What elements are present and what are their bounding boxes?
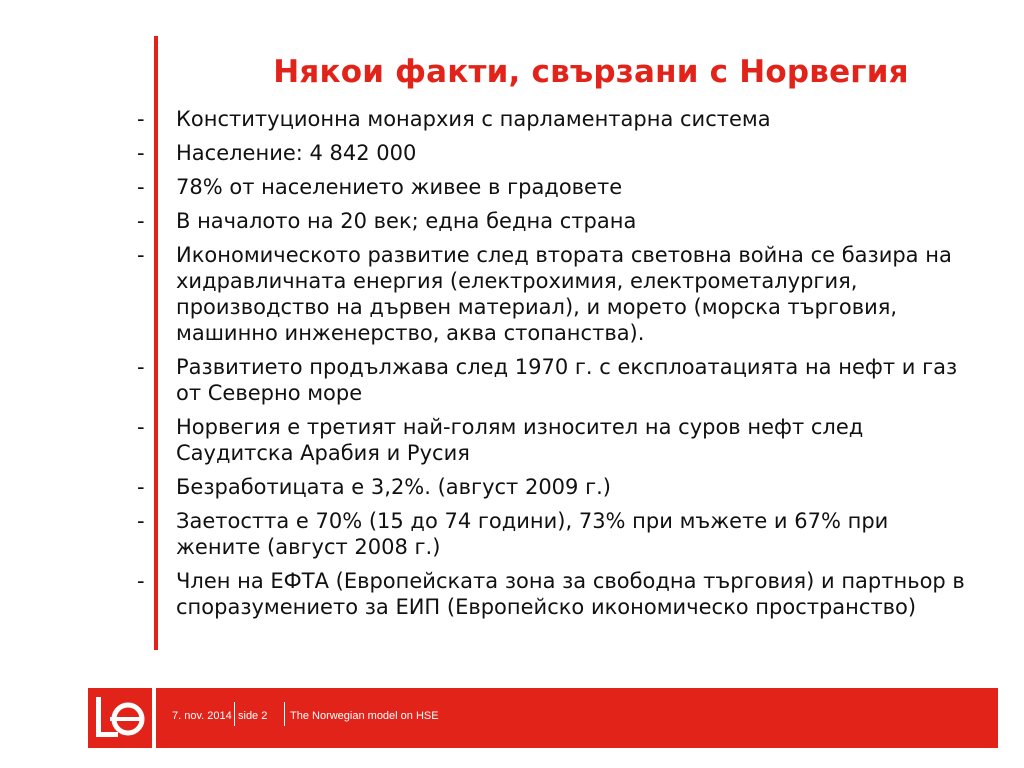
lo-logo-graphic xyxy=(88,688,152,748)
bullet-item xyxy=(0,208,1000,234)
bullet-text: Норвегия е третият най-голям износител на суров нефт след Саудитска Арабия и Русия xyxy=(176,415,864,465)
bullet-item xyxy=(0,508,1000,560)
bullet-text: 78% от населението живее в градовете xyxy=(176,175,623,199)
slide-title: Някои факти, свързани с Норвегия xyxy=(273,54,909,90)
bullet-item xyxy=(0,474,1000,500)
bullet-text: Икономическото развитие след втората световна война се базира на хидравличната енергия (електрохимия, електрометалургия, производство на дървен материал), и морето (морска търговия, машинно инженерство, аква стопанства). xyxy=(176,243,952,345)
bullet-text: Член на ЕФТА (Европейската зона за свободна търговия) и партньор в споразумението за ЕИП (Европейско икономическо пространство) xyxy=(176,569,965,619)
bullet-list xyxy=(0,106,1000,628)
bullet-item xyxy=(0,354,1000,406)
bullet-marker: - xyxy=(137,107,145,131)
bullet-item xyxy=(0,174,1000,200)
bullet-text: Развитието продължава след 1970 г. с експлоатацията на нефт и газ от Северно море xyxy=(176,355,958,405)
bullet-marker: - xyxy=(137,141,145,165)
bullet-marker: - xyxy=(137,243,145,267)
footer-band xyxy=(156,688,998,748)
bullet-item xyxy=(0,140,1000,166)
bullet-text: Конституционна монархия с парламентарна система xyxy=(176,107,771,131)
bullet-item xyxy=(0,242,1000,346)
bullet-marker: - xyxy=(137,355,145,379)
footer-page: side 2 xyxy=(238,710,268,722)
bullet-text: Безработицата е 3,2%. (август 2009 г.) xyxy=(176,475,611,499)
bullet-marker: - xyxy=(137,175,145,199)
bullet-text: В началото на 20 век; една бедна страна xyxy=(176,209,637,233)
bullet-marker: - xyxy=(137,509,145,533)
bullet-marker: - xyxy=(137,209,145,233)
bullet-text: Заетостта е 70% (15 до 74 години), 73% при мъжете и 67% при жените (август 2008 г.) xyxy=(176,509,889,559)
bullet-item xyxy=(0,568,1000,620)
footer-bar xyxy=(0,688,1024,748)
bullet-item xyxy=(0,106,1000,132)
bullet-item xyxy=(0,414,1000,466)
footer-presentation-title: The Norwegian model on HSE xyxy=(290,710,439,722)
footer-separator xyxy=(234,702,235,726)
bullet-marker: - xyxy=(137,415,145,439)
footer-date: 7. nov. 2014 xyxy=(172,710,232,722)
lo-logo-icon xyxy=(88,688,152,748)
bullet-marker: - xyxy=(137,569,145,593)
footer-separator xyxy=(284,702,285,726)
bullet-text: Население: 4 842 000 xyxy=(176,141,417,165)
bullet-marker: - xyxy=(137,475,145,499)
